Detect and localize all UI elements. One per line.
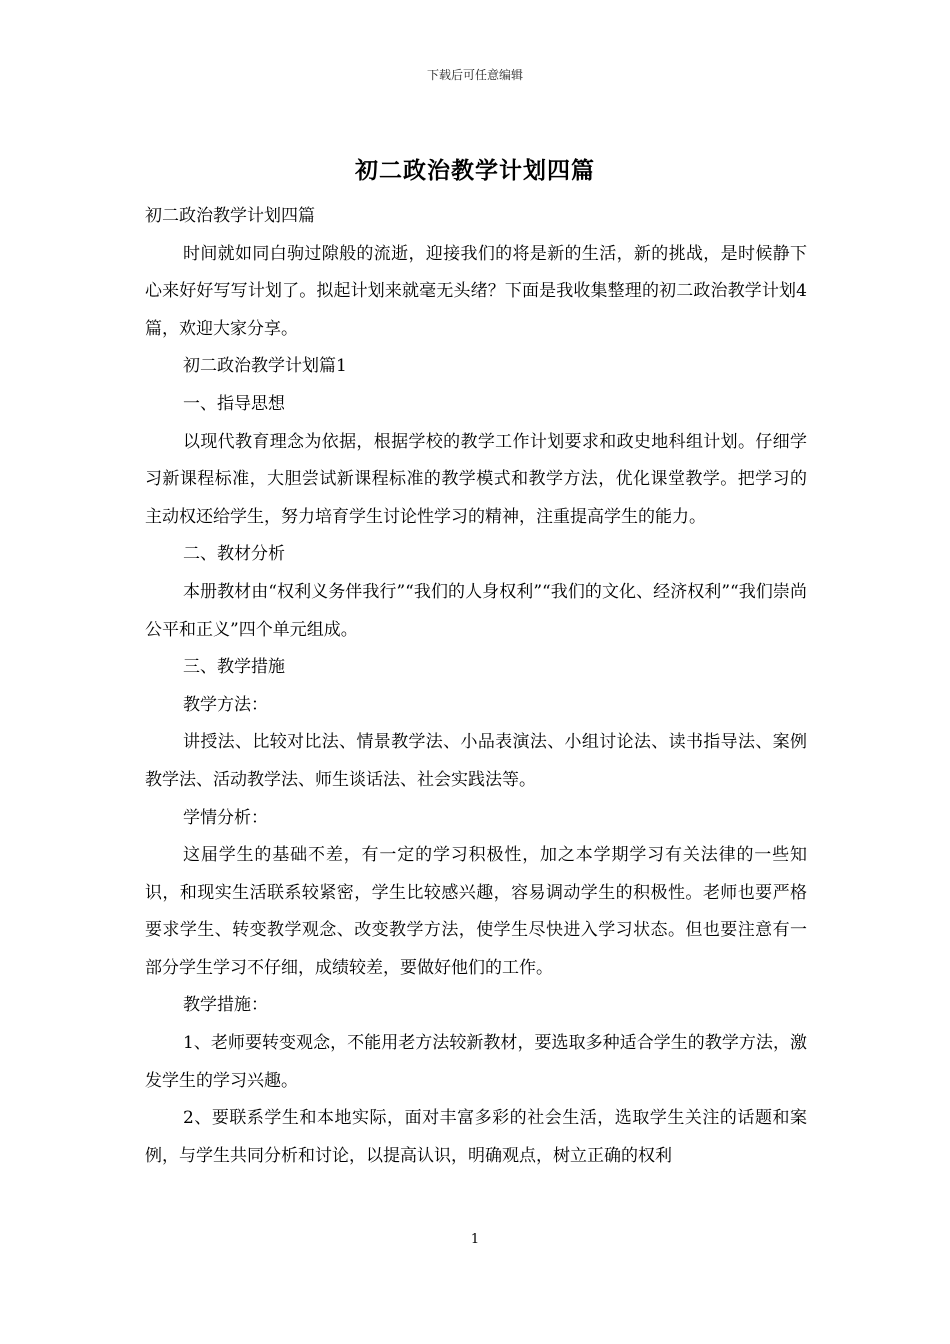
document-body [145, 198, 807, 1175]
document-title: 初二政治教学计划四篇 [355, 157, 595, 184]
paragraph-guiding-thought: 以现代教育理念为依据，根据学校的教学工作计划要求和政史地科组计划。仔细学习新课程标准，大胆尝试新课程标准的教学模式和教学方法，优化课堂教学。把学习的主动权还给学生，努力培育学生讨论性学习的精神，注重提高学生的能力。 [145, 431, 807, 527]
paragraph-textbook-analysis: 本册教材由“权利义务伴我行”“我们的人身权利”“我们的文化、经济权利”“我们崇尚公平和正义”四个单元组成。 [145, 581, 807, 640]
list-item-measure-2: 2、要联系学生和本地实际，面对丰富多彩的社会生活，选取学生关注的话题和案例，与学生共同分析和讨论，以提高认识，明确观点，树立正确的权利 [145, 1108, 807, 1166]
heading-textbook-analysis: 二、教材分析 [183, 544, 285, 565]
header-note: 下载后可任意编辑 [426, 68, 523, 82]
subtitle-line: 初二政治教学计划四篇 [145, 206, 315, 226]
label-teaching-methods: 教学方法： [183, 694, 268, 715]
list-item-measure-1: 1、老师要转变观念，不能用老方法较新教材，要选取多种适合学生的教学方法，激发学生的学习兴趣。 [145, 1033, 807, 1091]
section-heading-plan-1: 初二政治教学计划篇1 [183, 356, 347, 377]
heading-teaching-measures: 三、教学措施 [183, 657, 285, 678]
label-measures: 教学措施： [183, 995, 268, 1016]
heading-guiding-thought: 一、指导思想 [183, 393, 285, 414]
paragraph-student-analysis: 这届学生的基础不差，有一定的学习积极性，加之本学期学习有关法律的一些知识，和现实生活联系较紧密，学生比较感兴趣，容易调动学生的积极性。老师也要严格要求学生、转变教学观念、改变教学方法，使学生尽快进入学习状态。但也要注意有一部分学生学习不仔细，成绩较差，要做好他们的工作。 [145, 845, 807, 978]
paragraph-teaching-methods: 讲授法、比较对比法、情景教学法、小品表演法、小组讨论法、读书指导法、案例教学法、活动教学法、师生谈话法、社会实践法等。 [145, 732, 807, 790]
label-student-analysis: 学情分析： [183, 807, 268, 828]
intro-paragraph: 时间就如同白驹过隙般的流逝，迎接我们的将是新的生活，新的挑战，是时候静下心来好好写写计划了。拟起计划来就毫无头绪？下面是我收集整理的初二政治教学计划4篇，欢迎大家分享。 [145, 243, 807, 339]
page-number: 1 [470, 1232, 480, 1247]
